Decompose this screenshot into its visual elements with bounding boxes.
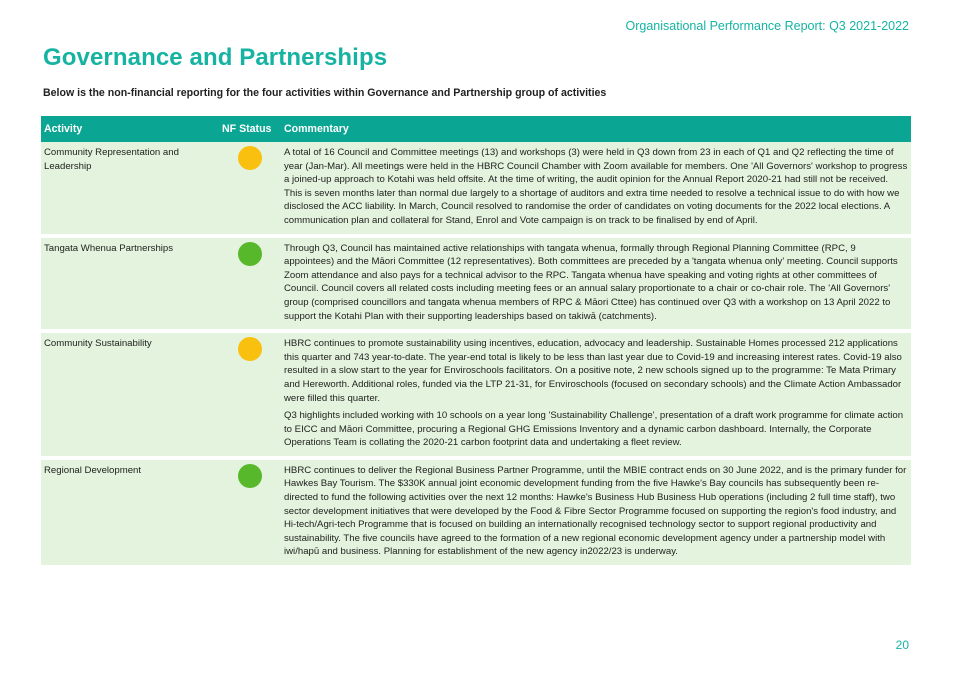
commentary-cell [281, 458, 911, 567]
table-row [41, 331, 911, 458]
commentary-paragraph: A total of 16 Council and Committee meetings (13) and workshops (3) were held in Q3 down from 23 in each of Q1 and Q2 reflecting the time of year (Jan-Mar). All meetings were held in the HBRC Council Chamber with Zoom available for members. One 'All Governors' workshop to progress a joined-up approach to Kotahi was held offsite. At the time of writing, the audit opinion for the Annual Report 2020-21 had still not be received. This is seven months later than normal due largely to a shortage of auditors and extra time needed to resolve a technical issue to do with how we disclosed the ACC liability. In March, Council resolved to randomise the order of candidates on voting documents for the 2022 local elections. A communication plan and collateral for Stand, Enrol and Vote campaign is on track to be finalised by end of April. [284, 147, 908, 226]
nf-status-cell [219, 458, 281, 567]
status-green-indicator [238, 464, 262, 488]
table-row [41, 142, 911, 236]
commentary-cell [281, 331, 911, 458]
commentary-cell [281, 142, 911, 236]
activity-cell: Regional Development [41, 458, 219, 567]
nf-status-cell [219, 331, 281, 458]
commentary-paragraph: HBRC continues to promote sustainability using incentives, education, advocacy and leadership. Sustainable Homes processed 212 applications this quarter and 743 year-to-date. The year-end total is likely to be less than last year due to Covid-19 and increasing interest rates. Covid-19 also resulted in a slow start to the year for Enviroschools facilitators. On a positive note, 2 new schools signed up to the programme: Te Mata Primary and Hereworth. Additional roles, funded via the LTP 21-31, for Enviroschools (focused on secondary schools) and the Climate Action Ambassador were filled this quarter. [284, 338, 902, 404]
table-header-row [41, 116, 911, 142]
nf-status-cell [219, 236, 281, 332]
nf-status-cell [219, 142, 281, 236]
activity-cell: Tangata Whenua Partnerships [41, 236, 219, 332]
status-green-indicator [238, 242, 262, 266]
page-title: Governance and Partnerships [43, 44, 388, 71]
report-label: Organisational Performance Report: Q3 2021-2022 [625, 19, 909, 33]
page-number: 20 [895, 638, 909, 652]
status-amber-indicator [238, 146, 262, 170]
page-subtitle: Below is the non-financial reporting for the four activities within Governance and Partnership group of activities [43, 87, 607, 99]
status-amber-indicator [238, 337, 262, 361]
column-header-nf-status: NF Status [219, 116, 281, 142]
commentary-paragraph: Through Q3, Council has maintained active relationships with tangata whenua, formally through Regional Planning Committee (RPC, 9 appointees) and the Māori Committee (12 representatives). Both committees are preceded by a 'tangata whenua only' meeting. Council supports Zoom attendance and also pays for a technical advisor to the RPC. Tangata whenua have speaking and voting rights at other committees of Council. Council covers all related costs including meeting fees or an annual salary proportionate to a chair or co-chair role. The 'All Governors' group (comprised councillors and tangata whenua members of RPC & Māori Cttee) has continued over Q3 with a workshop on 13 April 2022 to support the Kotahi Plan with their supporting leaderships based on takiwā (catchments). [284, 242, 898, 322]
activity-cell: Community Sustainability [41, 331, 219, 458]
commentary-cell [281, 236, 911, 332]
table-row [41, 458, 911, 567]
table-row [41, 236, 911, 332]
activity-cell: Community Representation and Leadership [41, 142, 219, 236]
column-header-commentary: Commentary [281, 116, 911, 142]
activities-table [41, 116, 911, 569]
commentary-paragraph: HBRC continues to deliver the Regional Business Partner Programme, until the MBIE contract ends on 30 June 2022, and is the primary funder for Hawkes Bay Tourism. The $330K annual joint economic development funding from the five Hawke's Bay councils has subsequently been re-directed to fund the following activities over the next 12 months: Hawke's Business Hub Business Hub operations (including 2 full time staff), two sector development initiatives that were developed by the Food & Fibre Sector Programme focused on supporting the region's food industry, and Hi-tech/Agri-tech Programme that is focused on building an internationally recognised technology sector to support regional productivity and sustainability. The five councils have agreed to the formation of a new regional economic development agency under a partnership model with iwi/hapū and business. Planning for establishment of the new agency in2022/23 is underway. [284, 464, 907, 558]
commentary-paragraph: Q3 highlights included working with 10 schools on a year long 'Sustainability Challenge', presentation of a draft work programme for climate action to EICC and Māori Committee, procuring a Regional GHG Emissions Inventory and a dynamic carbon dashboard. Internally, the Corporate Operations Team is collating the 2020-21 carbon footprint data and undertaking a fleet review. [284, 410, 904, 449]
column-header-activity: Activity [41, 116, 219, 142]
